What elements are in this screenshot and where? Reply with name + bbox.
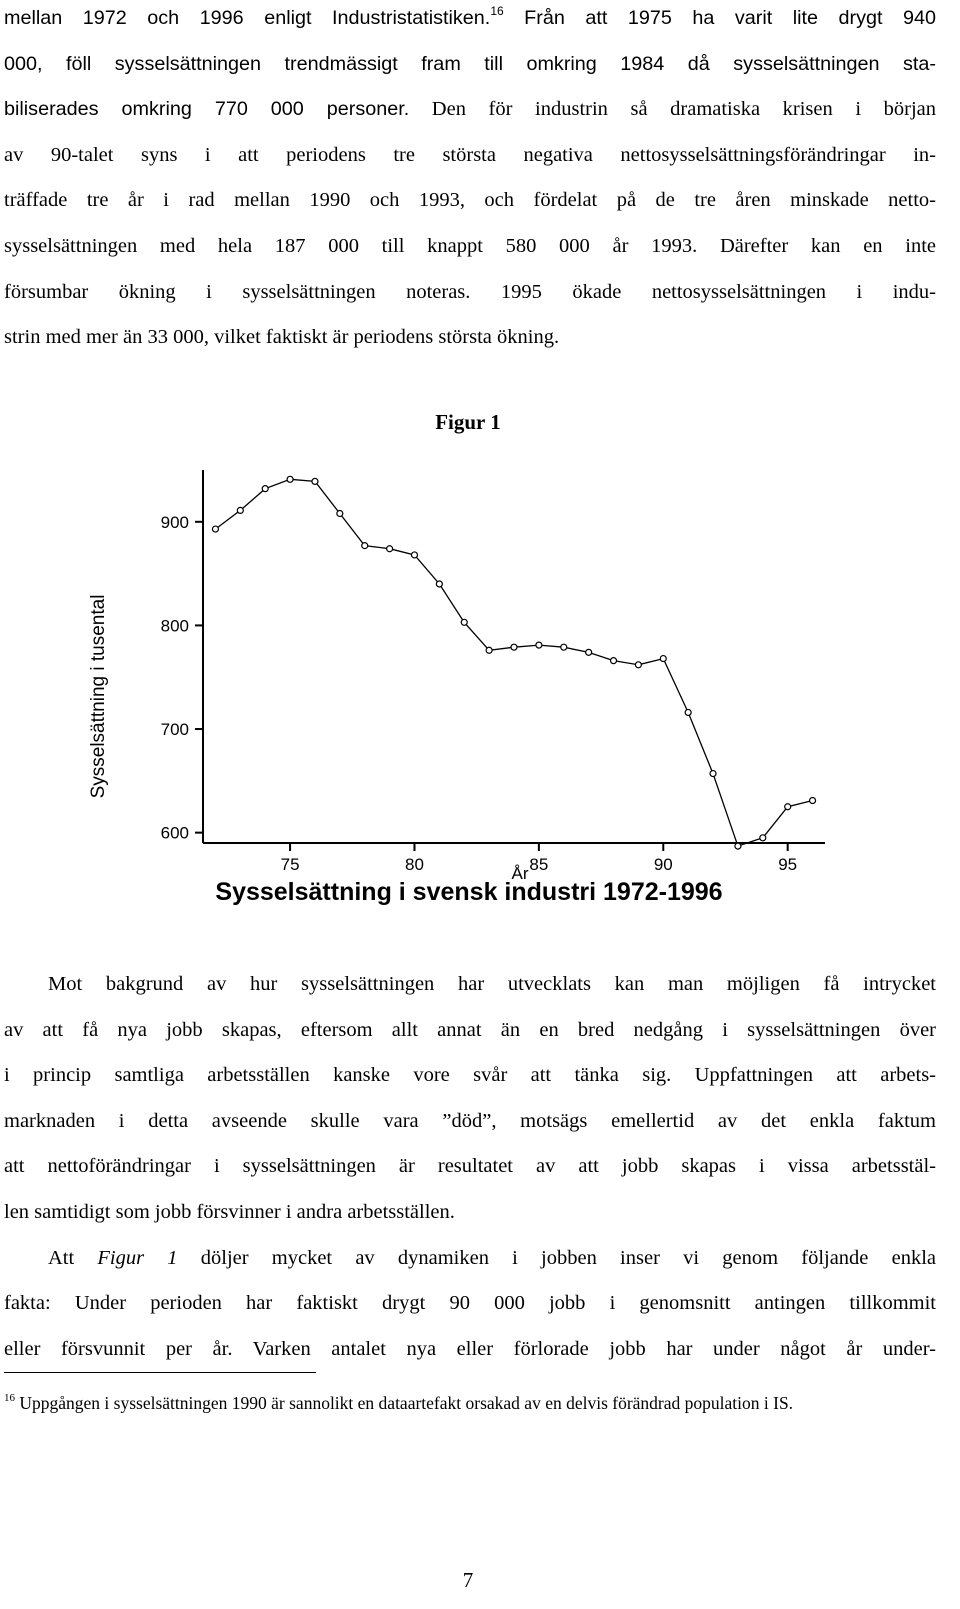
footnote: [4, 1392, 936, 1415]
x-tick-label: 80: [405, 855, 424, 874]
chart-title: Sysselsättning i svensk industri 1972-1996: [215, 878, 723, 906]
data-point: [486, 647, 492, 653]
y-ticks: [161, 513, 203, 843]
text-line: av 90-talet syns i att periodens tre största negativa nettosysselsättningsförändringar in-: [4, 143, 936, 166]
text-line: len samtidigt som jobb försvinner i andra arbetsställen.: [4, 1200, 455, 1223]
axes: [203, 470, 825, 843]
text-line: 000, föll sysselsättningen trendmässigt fram till omkring 1984 då sysselsättningen sta-: [4, 52, 936, 75]
text-line: fakta: Under perioden har faktiskt drygt 90 000 jobb i genomsnitt antingen tillkommit: [4, 1292, 936, 1315]
text-line: strin med mer än 33 000, vilket faktiskt är periodens största ökning.: [4, 326, 560, 349]
series: [212, 476, 815, 849]
text-line: i princip samtliga arbetsställen kanske vore svår att tänka sig. Uppfattningen att arbets-: [4, 1064, 936, 1087]
y-tick-label: 800: [160, 616, 189, 636]
data-point: [411, 552, 417, 558]
data-point: [287, 476, 293, 482]
data-point: [536, 642, 542, 648]
data-point: [511, 644, 517, 650]
text-line: eller försvunnit per år. Varken antalet nya eller förlorade jobb har under något år under-: [4, 1337, 936, 1360]
text-line: Att Figur 1 döljer mycket av dynamiken i jobben inser vi genom följande enkla: [48, 1246, 937, 1269]
x-axis-label: År: [511, 864, 529, 883]
figure-title: Figur 1: [435, 410, 501, 434]
y-tick-label: 600: [160, 823, 189, 843]
text-line: mellan 1972 och 1996 enligt Industristatistiken.$^{16}$ Från att 1975 ha varit lite drygt 940: [4, 4, 937, 29]
series-line: [215, 479, 812, 846]
data-point: [436, 581, 442, 587]
data-point: [810, 798, 816, 804]
text-line: biliserades omkring 770 000 personer. Den för industrin så dramatiska krisen i början: [4, 98, 936, 121]
data-point: [611, 658, 617, 664]
data-point: [586, 649, 592, 655]
page-number: 7: [462, 1568, 474, 1592]
data-point: [312, 478, 318, 484]
data-point: [660, 656, 666, 662]
data-point: [735, 843, 741, 849]
text-line: sysselsättningen med hela 187 000 till knappt 580 000 år 1993. Därefter kan en inte: [4, 234, 936, 257]
figure-reference: Figur 1: [97, 1246, 178, 1269]
y-tick-label: 700: [160, 720, 189, 740]
data-point: [760, 835, 766, 841]
data-point: [362, 543, 368, 549]
x-tick-label: 75: [280, 855, 300, 874]
data-point: [262, 486, 268, 492]
y-axis-label: Sysselsättning i tusental: [88, 594, 109, 799]
footnote-text: Uppgången i sysselsättningen 1990 är sannolikt en dataartefakt orsakad av en delvis förändrad population i IS.: [19, 1393, 794, 1413]
x-tick-label: 85: [529, 855, 549, 874]
text-line: träffade tre år i rad mellan 1990 och 1993, och fördelat på de tre åren minskade netto-: [4, 189, 936, 212]
x-tick-label: 90: [653, 855, 673, 874]
data-point: [212, 526, 218, 532]
x-tick-label: 95: [778, 855, 798, 874]
footnote-ref[interactable]: 16: [490, 4, 504, 18]
paragraph-1: [4, 0, 936, 361]
y-tick-label: 900: [160, 512, 189, 532]
text-line: att nettoförändringar i sysselsättningen är resultatet av att jobb skapas i vissa arbetsstäl-: [4, 1155, 936, 1178]
line-chart: [80, 460, 840, 920]
data-point: [635, 662, 641, 668]
text-line: försumbar ökning i sysselsättningen noteras. 1995 ökade nettosysselsättningen i indu-: [4, 280, 936, 303]
x-ticks: [281, 843, 798, 874]
data-point: [237, 507, 243, 513]
data-point: [785, 804, 791, 810]
data-point: [561, 644, 567, 650]
data-point: [387, 546, 393, 552]
text-line: Mot bakgrund av hur sysselsättningen har utvecklats kan man möjligen få intrycket: [48, 973, 936, 995]
data-point: [685, 709, 691, 715]
paragraph-2: [4, 962, 936, 1372]
footnote-divider: [4, 1372, 316, 1373]
text-line: marknaden i detta avseende skulle vara ”död”, motsägs emellertid av det enkla faktum: [4, 1109, 936, 1132]
data-point: [461, 619, 467, 625]
data-point: [337, 511, 343, 517]
data-point: [710, 771, 716, 777]
footnote-number: 16: [4, 1392, 15, 1404]
text-line: av att få nya jobb skapas, eftersom allt annat än en bred nedgång i sysselsättningen över: [4, 1018, 936, 1041]
